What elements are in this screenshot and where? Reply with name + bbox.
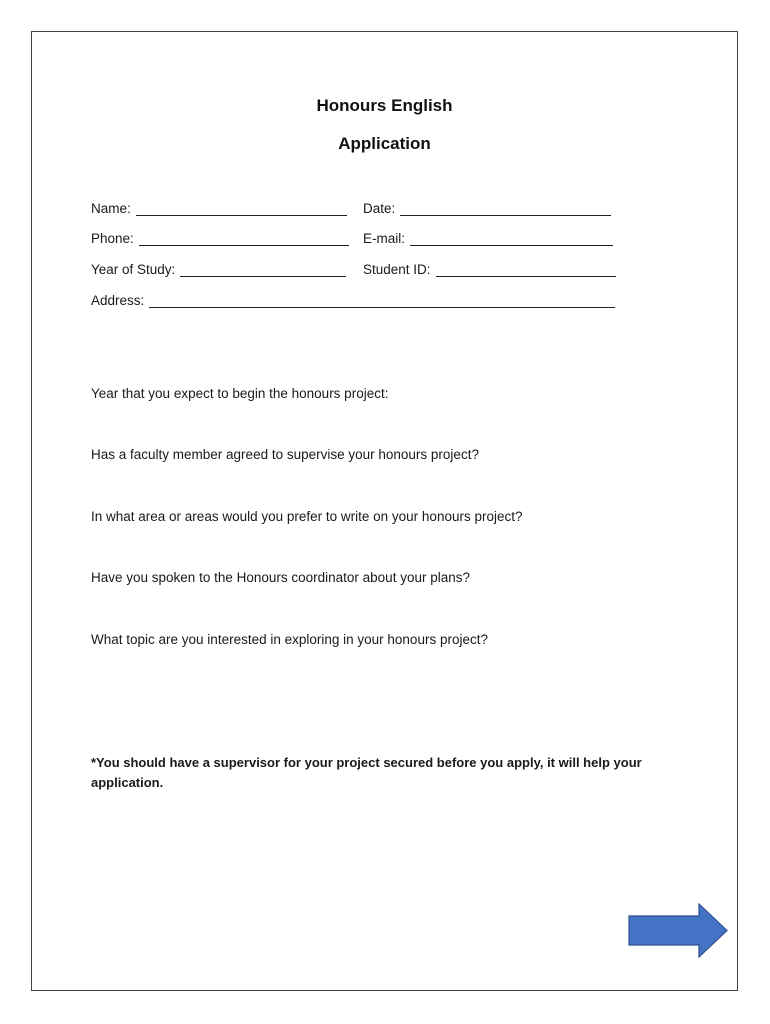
name-field[interactable] xyxy=(91,201,347,216)
form-title: Honours English xyxy=(316,96,453,115)
address-field[interactable] xyxy=(91,293,615,308)
supervisor-note: *You should have a supervisor for your project secured before you apply, it will help your application. xyxy=(91,755,642,790)
student-id-label: Student ID: xyxy=(363,262,431,277)
email-label: E-mail: xyxy=(363,231,406,246)
question-supervisor-agreed: Has a faculty member agreed to supervise your honours project? xyxy=(91,447,479,462)
date-field[interactable] xyxy=(363,201,611,216)
year-of-study-field[interactable] xyxy=(91,262,346,277)
email-field[interactable] xyxy=(363,231,613,246)
email-underline[interactable] xyxy=(410,232,613,246)
question-preferred-area: In what area or areas would you prefer to write on your honours project? xyxy=(91,509,523,524)
question-topic: What topic are you interested in exploring in your honours project? xyxy=(91,632,488,647)
question-spoken-coordinator: Have you spoken to the Honours coordinator about your plans? xyxy=(91,570,470,585)
address-underline[interactable] xyxy=(149,294,615,308)
address-label: Address: xyxy=(91,293,145,308)
phone-label: Phone: xyxy=(91,231,134,246)
student-id-underline[interactable] xyxy=(436,263,616,277)
form-subtitle: Application xyxy=(338,134,431,153)
document-page xyxy=(31,31,738,991)
phone-underline[interactable] xyxy=(139,232,349,246)
year-of-study-label: Year of Study: xyxy=(91,262,176,277)
name-label: Name: xyxy=(91,201,131,216)
student-id-field[interactable] xyxy=(363,262,616,277)
name-underline[interactable] xyxy=(136,202,347,216)
date-underline[interactable] xyxy=(400,202,611,216)
year-of-study-underline[interactable] xyxy=(180,263,346,277)
right-arrow-icon[interactable] xyxy=(628,903,728,958)
question-start-year: Year that you expect to begin the honours project: xyxy=(91,386,389,401)
date-label: Date: xyxy=(363,201,396,216)
phone-field[interactable] xyxy=(91,231,349,246)
